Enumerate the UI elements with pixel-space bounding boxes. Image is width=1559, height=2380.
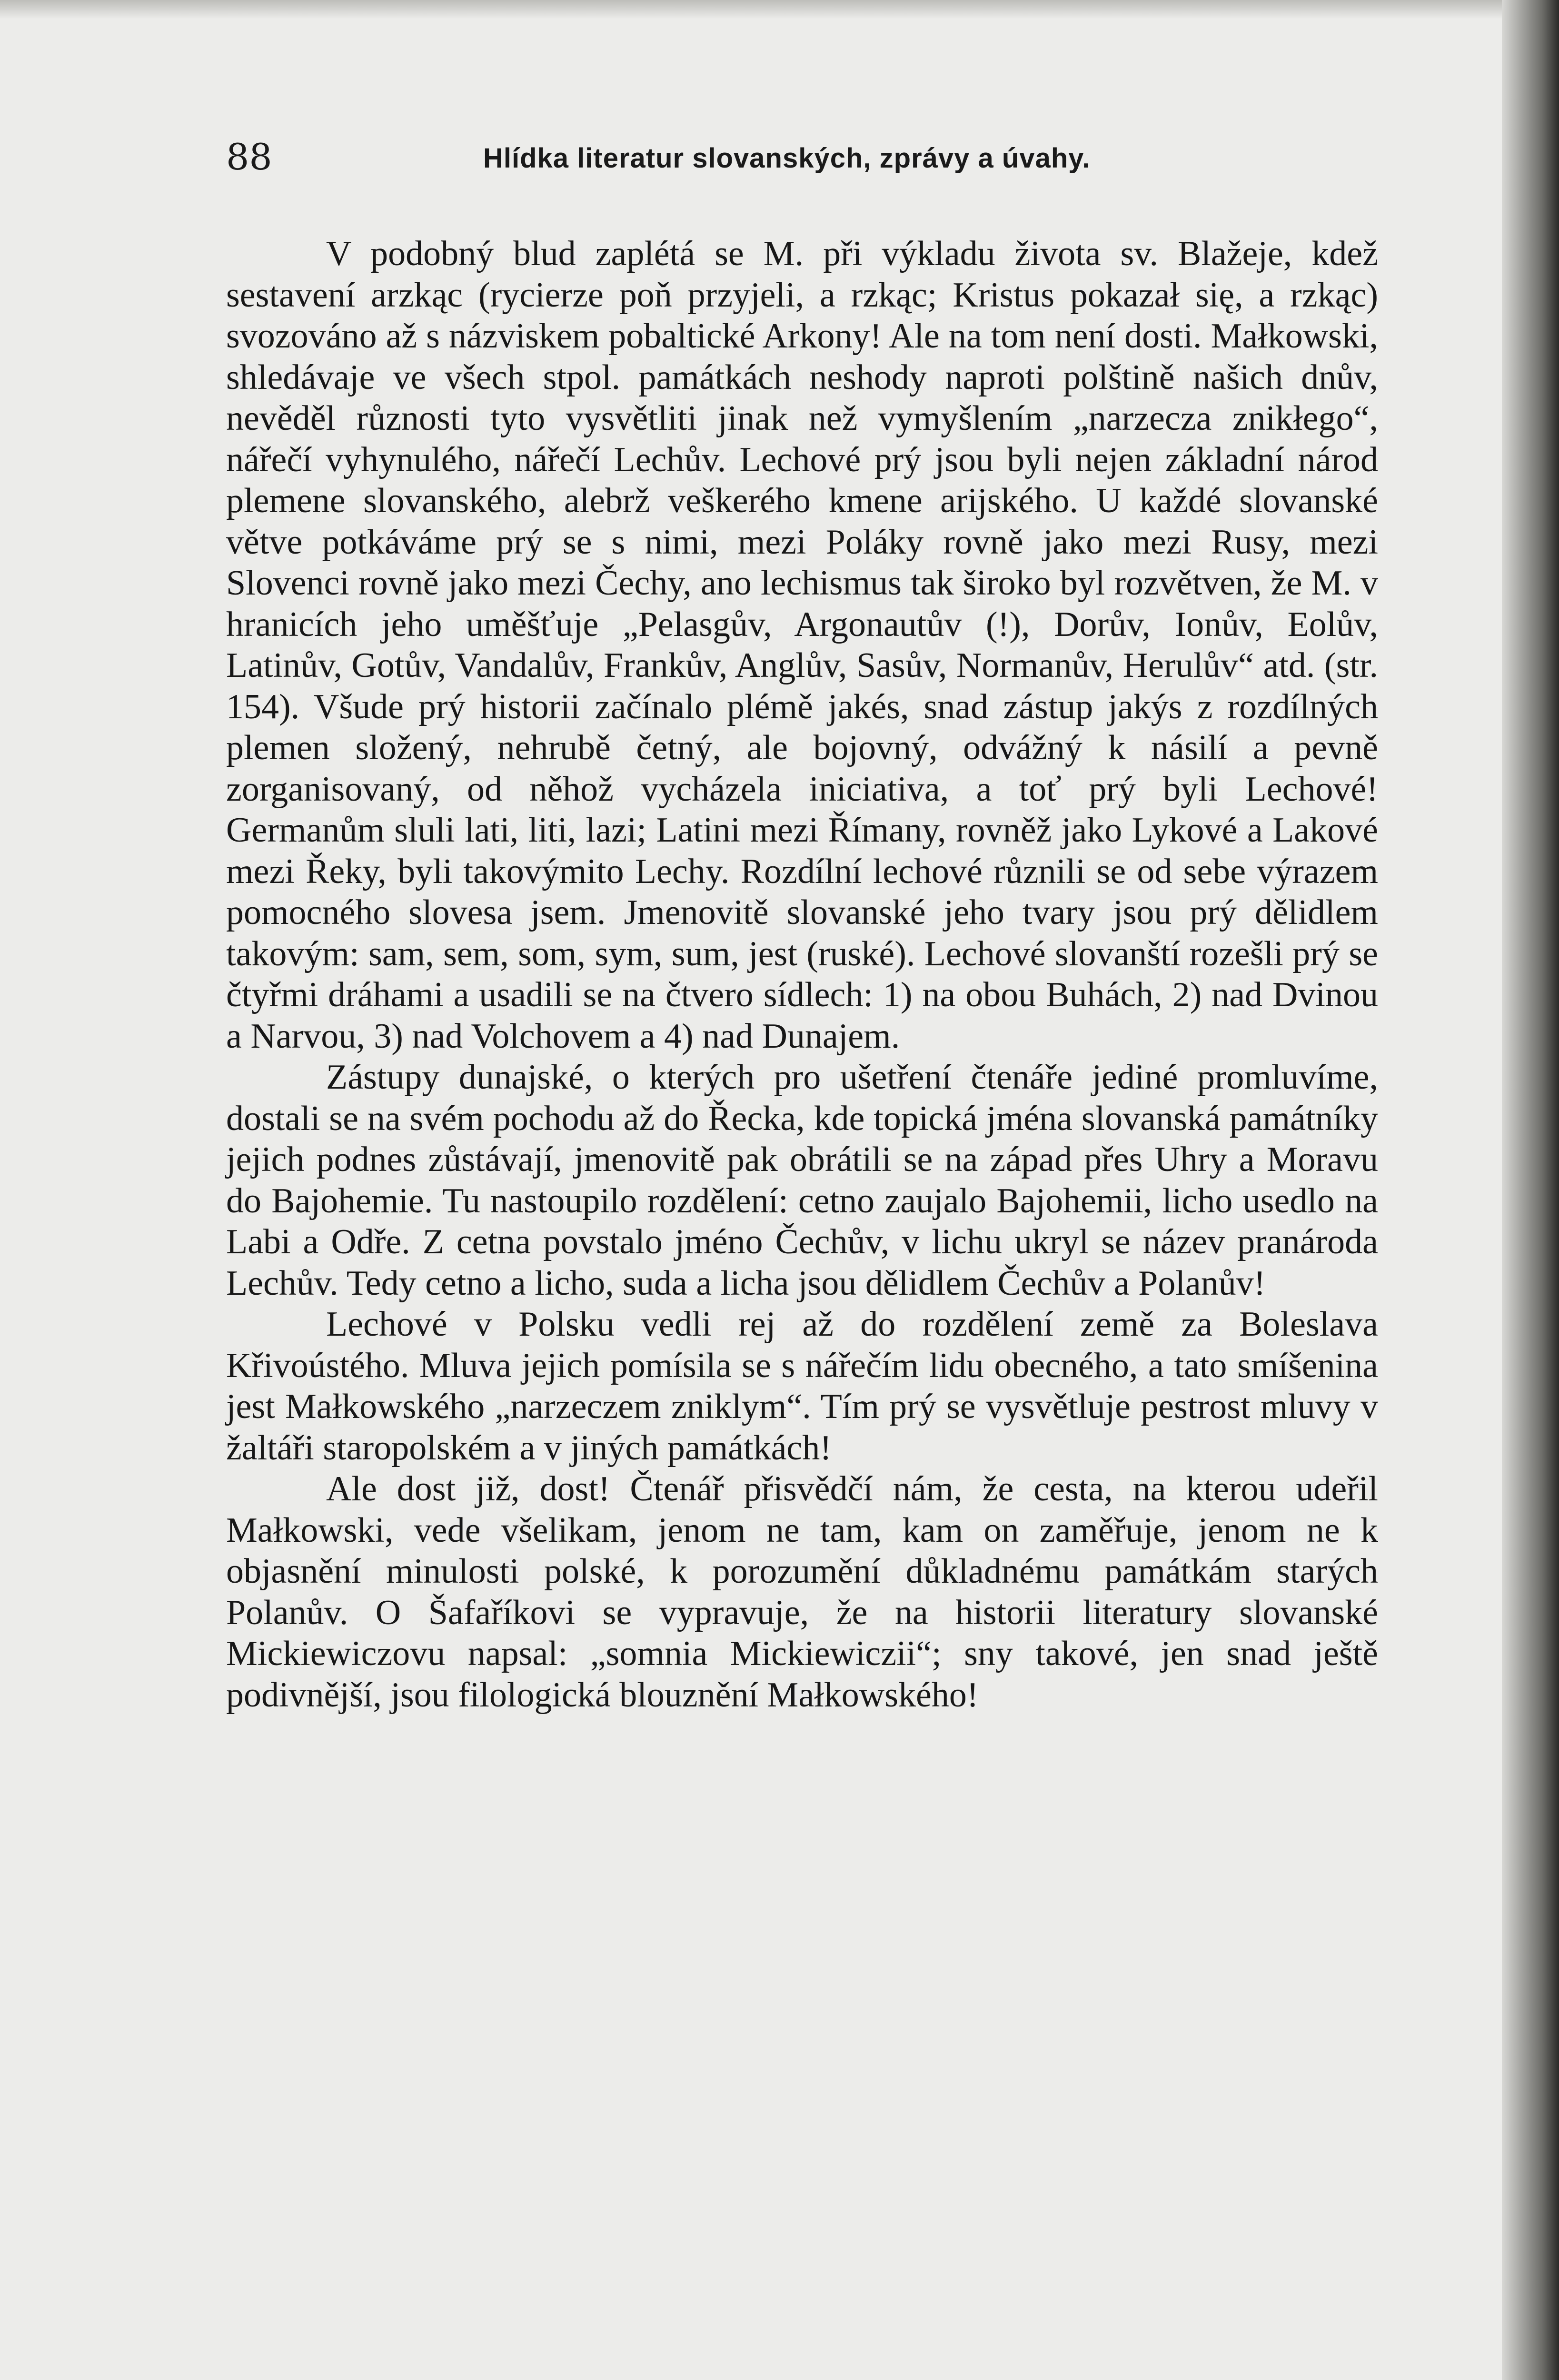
binding-shadow (1502, 0, 1559, 2380)
body-text (226, 233, 1378, 1716)
page-number: 88 (226, 136, 272, 178)
page-header (226, 136, 1378, 193)
paragraph-3: Lechové v Polsku vedli rej až do rozdělení země za Boleslava Křivoústého. Mluva jejich pomísila se s nářečím lidu obecného, a tato smíšenina jest Małkowského „narzeczem zniklym“. Tím prý se vysvětluje pestrost mluvy v žaltáři staropolském a v jiných památkách! (226, 1305, 1378, 1468)
running-title: Hlídka literatur slovanských, zprávy a úvahy. (483, 143, 1091, 174)
paragraph-2: Zástupy dunajské, o kterých pro ušetření čtenáře jediné promluvíme, dostali se na svém pochodu až do Řecka, kde topická jména slovanská památníky jejich podnes zůstávají, jmenovitě pak obrátili se na západ přes Uhry a Moravu do Bajohemie. Tu nastoupilo rozdělení: cetno zaujalo Bajohemii, licho usedlo na Labi a Odře. Z cetna povstalo jméno Čechův, v lichu ukryl se název pranároda Lechův. Tedy cetno a licho, suda a licha jsou dělidlem Čechův a Polanův! (226, 1058, 1378, 1303)
paragraph-4: Ale dost již, dost! Čtenář přisvědčí nám, že cesta, na kterou udeřil Małkowski, vede všelikam, jenom ne tam, kam on zaměřuje, jenom ne k objasnění minulosti polské, k porozumění důkladnému památkám starých Polanův. O Šafaříkovi se vypravuje, že na historii literatury slovanské Mickiewiczovu napsal: „somnia Mickiewiczii“; sny takové, jen snad ještě podivnější, jsou filologická blouznění Małkowského! (226, 1469, 1378, 1715)
paragraph-1: V podobný blud zaplétá se M. při výkladu života sv. Blažeje, kdež sestavení arzkąc (rycierze poň przyjeli, a rzkąc; Kristus pokazał się, a rzkąc) svozováno až s názviskem pobaltické Arkony! Ale na tom není dosti. Małkowski, shledávaje ve všech stpol. památkách neshody naproti polštině našich dnův, nevěděl různosti tyto vysvětliti jinak než vymyšlením „narzecza znikłego“, nářečí vyhynulého, nářečí Lechův. Lechové prý jsou byli nejen základní národ plemene slovanského, alebrž veškerého kmene arijského. U každé slovanské větve potkáváme prý se s nimi, mezi Poláky rovně jako mezi Rusy, mezi Slovenci rovně jako mezi Čechy, ano lechismus tak široko byl rozvětven, že M. v hranicích jeho uměšťuje „Pelasgův, Argonautův (!), Dorův, Ionův, Eolův, Latinův, Gotův, Vandalův, Frankův, Anglův, Sasův, Normanův, Herulův“ atd. (str. 154). Všude prý historii začínalo plémě jakés, snad zástup jakýs z rozdílných plemen složený, nehrubě četný, ale bojovný, odvážný k násilí a pevně zorganisovaný, od něhož vycházela iniciativa, a toť prý byli Lechové! Germanům sluli lati, liti, lazi; Latini mezi Římany, rovněž jako Lykové a Lakové mezi Řeky, byli takovýmito Lechy. Rozdílní lechové různili se od sebe výrazem pomocného slovesa jsem. Jmenovitě slovanské jeho tvary jsou prý dělidlem takovým: sam, sem, som, sym, sum, jest (ruské). Lechové slovanští rozešli prý se čtyřmi dráhami a usadili se na čtvero sídlech: 1) na obou Buhách, 2) nad Dvinou a Narvou, 3) nad Volchovem a 4) nad Dunajem. (226, 234, 1378, 1056)
page-top-shadow (0, 0, 1559, 19)
